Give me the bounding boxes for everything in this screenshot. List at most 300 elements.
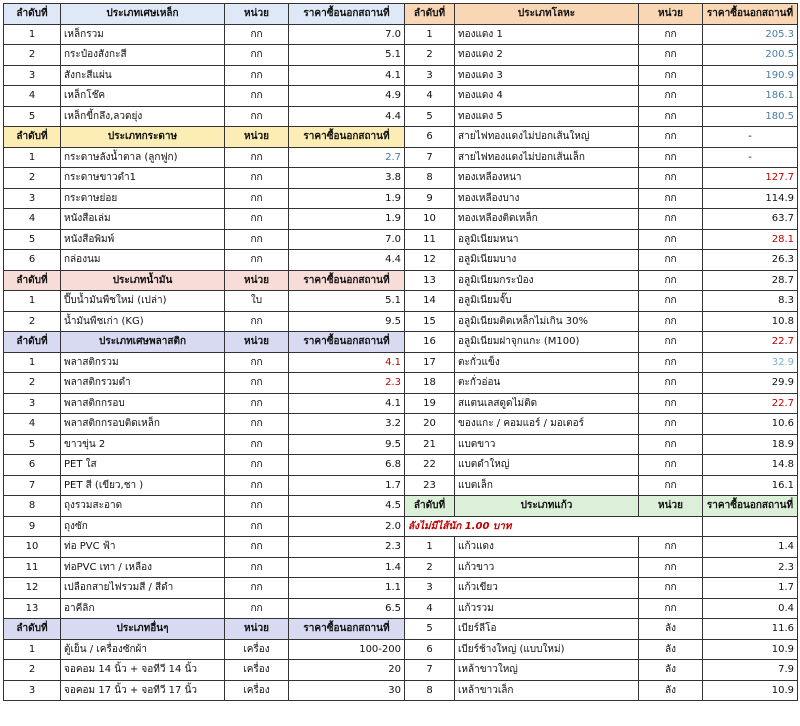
item-name: แก้วแดง (455, 537, 639, 558)
item-name: ท่อPVC เทา / เหลือง (61, 557, 225, 578)
unit: กก (225, 106, 289, 127)
row-number: 4 (405, 598, 455, 619)
row-number: 1 (4, 352, 61, 373)
table-row (4, 250, 798, 271)
row-number: 8 (405, 168, 455, 189)
unit: กก (639, 414, 703, 435)
row-number: 6 (405, 127, 455, 148)
price: 11.6 (703, 619, 798, 640)
unit: กก (639, 373, 703, 394)
table-row (4, 65, 798, 86)
price: 127.7 (703, 168, 798, 189)
row-number: 15 (405, 311, 455, 332)
price: 1.4 (289, 557, 405, 578)
table-row (4, 578, 798, 599)
unit: กก (639, 106, 703, 127)
price: 5.1 (289, 45, 405, 66)
unit: กก (639, 578, 703, 599)
header-no: ลำดับที่ (4, 4, 61, 25)
item-name: ตะกั่วแข็ง (455, 352, 639, 373)
row-number: 7 (405, 660, 455, 681)
row-number: 8 (405, 680, 455, 701)
price: 10.9 (703, 639, 798, 660)
row-number: 1 (4, 24, 61, 45)
unit: กก (639, 24, 703, 45)
table-row (4, 188, 798, 209)
price: 4.1 (289, 352, 405, 373)
price-table-body (4, 4, 798, 701)
unit: กก (225, 147, 289, 168)
price: 28.1 (703, 229, 798, 250)
row-number: 12 (405, 250, 455, 271)
table-row (4, 680, 798, 701)
unit: กก (225, 188, 289, 209)
price: 7.0 (289, 229, 405, 250)
table-row (4, 332, 798, 353)
section-title-other: ประเภทอื่นๆ (61, 619, 225, 640)
section-title-plastic: ประเภทเศษพลาสติก (61, 332, 225, 353)
table-row (4, 291, 798, 312)
price: 18.9 (703, 434, 798, 455)
header-unit: หน่วย (639, 496, 703, 517)
item-name: แบตขาว (455, 434, 639, 455)
price: 8.3 (703, 291, 798, 312)
unit: กก (639, 147, 703, 168)
item-name: กระดาษลังน้ำตาล (ลูกฟูก) (61, 147, 225, 168)
table-row (4, 516, 798, 537)
row-number: 2 (4, 660, 61, 681)
item-name: ทองแดง 4 (455, 86, 639, 107)
price: 200.5 (703, 45, 798, 66)
table-row (4, 393, 798, 414)
item-name: อลูมิเนียมจั๊บ (455, 291, 639, 312)
row-number: 13 (4, 598, 61, 619)
row-number: 10 (405, 209, 455, 230)
price: 4.1 (289, 393, 405, 414)
table-row (4, 270, 798, 291)
table-row (4, 352, 798, 373)
unit: กก (639, 291, 703, 312)
unit: กก (225, 352, 289, 373)
unit: กก (639, 188, 703, 209)
unit: กก (639, 127, 703, 148)
unit: กก (225, 86, 289, 107)
glass-note: ลังไม่มีไส้นัก 1.00 บาท (405, 516, 703, 537)
unit: กก (225, 455, 289, 476)
unit: กก (639, 270, 703, 291)
unit: ลัง (639, 680, 703, 701)
price: 22.7 (703, 332, 798, 353)
unit: กก (639, 557, 703, 578)
table-row (4, 168, 798, 189)
header-no: ลำดับที่ (405, 496, 455, 517)
item-name: PET สี (เขียว,ชา ) (61, 475, 225, 496)
header-price: ราคาซื้อนอกสถานที่ (289, 270, 405, 291)
item-name: ทองเหลืองบาง (455, 188, 639, 209)
table-row (4, 311, 798, 332)
unit: กก (225, 537, 289, 558)
price: 10.8 (703, 311, 798, 332)
section-title-copper: ประเภทโลหะ (455, 4, 639, 25)
unit: กก (639, 434, 703, 455)
price: 2.3 (703, 557, 798, 578)
unit: กก (225, 434, 289, 455)
empty-cell (703, 516, 798, 537)
item-name: พลาสติกรวมดำ (61, 373, 225, 394)
price: 28.7 (703, 270, 798, 291)
unit: ใบ (225, 291, 289, 312)
unit: เครื่อง (225, 680, 289, 701)
unit: กก (225, 373, 289, 394)
item-name: จอคอม 14 นิ้ว + จอทีวี 14 นิ้ว (61, 660, 225, 681)
price: 1.1 (289, 578, 405, 599)
row-number: 4 (4, 209, 61, 230)
header-price: ราคาซื้อนอกสถานที่ (289, 619, 405, 640)
table-row (4, 455, 798, 476)
header-price: ราคาซื้อนอกสถานที่ (703, 4, 798, 25)
unit: กก (639, 65, 703, 86)
table-row (4, 106, 798, 127)
unit: กก (225, 393, 289, 414)
item-name: เบียร์ลีโอ (455, 619, 639, 640)
row-number: 23 (405, 475, 455, 496)
price: 9.5 (289, 311, 405, 332)
item-name: ท่อ PVC ฟ้า (61, 537, 225, 558)
table-row (4, 147, 798, 168)
unit: เครื่อง (225, 660, 289, 681)
row-number: 3 (4, 680, 61, 701)
price: 1.9 (289, 209, 405, 230)
item-name: ทองแดง 2 (455, 45, 639, 66)
item-name: ทองแดง 3 (455, 65, 639, 86)
row-number: 9 (4, 516, 61, 537)
table-row (4, 537, 798, 558)
item-name: อลูมิเนียมกระป๋อง (455, 270, 639, 291)
item-name: ตู้เย็น / เครื่องซักผ้า (61, 639, 225, 660)
item-name: อลูมิเนียมฝาจุกแกะ (M100) (455, 332, 639, 353)
price: - (703, 147, 798, 168)
price: 3.8 (289, 168, 405, 189)
item-name: อาคีลิก (61, 598, 225, 619)
row-number: 16 (405, 332, 455, 353)
row-number: 9 (405, 188, 455, 209)
item-name: พลาสติกรวม (61, 352, 225, 373)
item-name: กระป๋องสังกะสี (61, 45, 225, 66)
price: 7.0 (289, 24, 405, 45)
row-number: 12 (4, 578, 61, 599)
row-number: 11 (4, 557, 61, 578)
row-number: 5 (4, 106, 61, 127)
unit: กก (225, 229, 289, 250)
row-number: 3 (4, 188, 61, 209)
unit: กก (639, 229, 703, 250)
table-row (4, 496, 798, 517)
row-number: 4 (405, 86, 455, 107)
item-name: แบตเล็ก (455, 475, 639, 496)
table-row (4, 4, 798, 25)
item-name: PET ใส (61, 455, 225, 476)
unit: กก (639, 393, 703, 414)
item-name: แก้วรวม (455, 598, 639, 619)
price: 180.5 (703, 106, 798, 127)
item-name: หนังสือพิมพ์ (61, 229, 225, 250)
price: 1.7 (289, 475, 405, 496)
price: 9.5 (289, 434, 405, 455)
item-name: เหล้าขาวใหญ่ (455, 660, 639, 681)
price: 7.9 (703, 660, 798, 681)
row-number: 4 (4, 86, 61, 107)
row-number: 1 (4, 291, 61, 312)
item-name: หนังสือเล่ม (61, 209, 225, 230)
price: 2.3 (289, 373, 405, 394)
price: - (703, 127, 798, 148)
row-number: 14 (405, 291, 455, 312)
row-number: 5 (405, 106, 455, 127)
table-row (4, 598, 798, 619)
unit: ลัง (639, 639, 703, 660)
price: 26.3 (703, 250, 798, 271)
item-name: เหล็กรวม (61, 24, 225, 45)
unit: กก (639, 168, 703, 189)
price: 2.0 (289, 516, 405, 537)
item-name: สายไฟทองแดงไม่ปอกเส้นเล็ก (455, 147, 639, 168)
unit: กก (639, 475, 703, 496)
price: 63.7 (703, 209, 798, 230)
row-number: 2 (4, 45, 61, 66)
row-number: 1 (405, 537, 455, 558)
item-name: กระดาษขาวดำ1 (61, 168, 225, 189)
unit: กก (639, 455, 703, 476)
row-number: 18 (405, 373, 455, 394)
unit: กก (225, 475, 289, 496)
row-number: 2 (4, 168, 61, 189)
item-name: จอคอม 17 นิ้ว + จอทีวี 17 นิ้ว (61, 680, 225, 701)
item-name: แบตดำใหญ่ (455, 455, 639, 476)
unit: กก (225, 24, 289, 45)
price: 1.7 (703, 578, 798, 599)
row-number: 5 (405, 619, 455, 640)
header-price: ราคาซื้อนอกสถานที่ (289, 4, 405, 25)
row-number: 7 (4, 475, 61, 496)
item-name: ถุงซัก (61, 516, 225, 537)
item-name: พลาสติกกรอบ (61, 393, 225, 414)
header-no: ลำดับที่ (405, 4, 455, 25)
price: 205.3 (703, 24, 798, 45)
row-number: 7 (405, 147, 455, 168)
row-number: 3 (4, 393, 61, 414)
price: 29.9 (703, 373, 798, 394)
price: 6.8 (289, 455, 405, 476)
price: 4.5 (289, 496, 405, 517)
item-name: สังกะสีแผ่น (61, 65, 225, 86)
item-name: น้ำมันพืชเก่า (KG) (61, 311, 225, 332)
unit: ลัง (639, 619, 703, 640)
row-number: 21 (405, 434, 455, 455)
header-price: ราคาซื้อนอกสถานที่ (703, 496, 798, 517)
row-number: 17 (405, 352, 455, 373)
row-number: 2 (4, 311, 61, 332)
price: 6.5 (289, 598, 405, 619)
row-number: 10 (4, 537, 61, 558)
item-name: กระดาษย่อย (61, 188, 225, 209)
section-title-paper: ประเภทกระดาษ (61, 127, 225, 148)
unit: กก (639, 209, 703, 230)
header-price: ราคาซื้อนอกสถานที่ (289, 127, 405, 148)
price: 100-200 (289, 639, 405, 660)
row-number: 6 (4, 250, 61, 271)
price: 22.7 (703, 393, 798, 414)
unit: กก (639, 352, 703, 373)
header-price: ราคาซื้อนอกสถานที่ (289, 332, 405, 353)
price: 10.6 (703, 414, 798, 435)
table-row (4, 414, 798, 435)
table-row (4, 475, 798, 496)
section-title-glass: ประเภทแก้ว (455, 496, 639, 517)
unit: กก (225, 65, 289, 86)
unit: กก (225, 311, 289, 332)
item-name: สายไฟทองแดงไม่ปอกเส้นใหญ่ (455, 127, 639, 148)
item-name: ทองเหลืองติดเหล็ก (455, 209, 639, 230)
item-name: เปลือกสายไฟรวมสี / สีดำ (61, 578, 225, 599)
unit: กก (225, 516, 289, 537)
row-number: 3 (4, 65, 61, 86)
row-number: 3 (405, 65, 455, 86)
unit: กก (639, 537, 703, 558)
table-row (4, 86, 798, 107)
row-number: 20 (405, 414, 455, 435)
header-no: ลำดับที่ (4, 619, 61, 640)
price: 114.9 (703, 188, 798, 209)
price: 4.1 (289, 65, 405, 86)
item-name: แก้วขาว (455, 557, 639, 578)
price-table (3, 3, 798, 701)
item-name: เหล็กโช๊ค (61, 86, 225, 107)
row-number: 19 (405, 393, 455, 414)
header-unit: หน่วย (225, 4, 289, 25)
item-name: อลูมิเนียมบาง (455, 250, 639, 271)
unit: กก (225, 45, 289, 66)
price: 0.4 (703, 598, 798, 619)
price: 4.9 (289, 86, 405, 107)
unit: กก (225, 598, 289, 619)
price: 10.9 (703, 680, 798, 701)
unit: กก (225, 209, 289, 230)
item-name: ถุงรวมสะอาด (61, 496, 225, 517)
unit: กก (639, 311, 703, 332)
price: 16.1 (703, 475, 798, 496)
row-number: 6 (4, 455, 61, 476)
table-row (4, 619, 798, 640)
item-name: ตะกั่วอ่อน (455, 373, 639, 394)
unit: กก (639, 332, 703, 353)
price: 2.7 (289, 147, 405, 168)
table-row (4, 209, 798, 230)
table-row (4, 373, 798, 394)
header-no: ลำดับที่ (4, 332, 61, 353)
item-name: เบียร์ช้างใหญ่ (แบบใหม่) (455, 639, 639, 660)
table-row (4, 24, 798, 45)
table-row (4, 434, 798, 455)
section-title-steel: ประเภทเศษเหล็ก (61, 4, 225, 25)
header-unit: หน่วย (225, 619, 289, 640)
header-no: ลำดับที่ (4, 127, 61, 148)
unit: ลัง (639, 660, 703, 681)
unit: กก (225, 414, 289, 435)
item-name: ขาวขุ่น 2 (61, 434, 225, 455)
item-name: สแตนเลสดูดไม่ติด (455, 393, 639, 414)
row-number: 8 (4, 496, 61, 517)
price: 1.9 (289, 188, 405, 209)
item-name: ของแกะ / คอมแอร์ / มอเตอร์ (455, 414, 639, 435)
unit: กก (639, 598, 703, 619)
unit: กก (225, 496, 289, 517)
price: 30 (289, 680, 405, 701)
unit: กก (225, 168, 289, 189)
item-name: อลูมิเนียมติดเหล็กไม่เกิน 30% (455, 311, 639, 332)
price: 14.8 (703, 455, 798, 476)
table-row (4, 639, 798, 660)
row-number: 1 (405, 24, 455, 45)
row-number: 6 (405, 639, 455, 660)
price: 2.3 (289, 537, 405, 558)
price-sheet (3, 3, 797, 701)
table-row (4, 127, 798, 148)
section-title-oil: ประเภทน้ำมัน (61, 270, 225, 291)
price: 5.1 (289, 291, 405, 312)
price: 20 (289, 660, 405, 681)
header-no: ลำดับที่ (4, 270, 61, 291)
item-name: เหล้าขาวเล็ก (455, 680, 639, 701)
price: 186.1 (703, 86, 798, 107)
item-name: ปี๊บน้ำมันพืชใหม่ (เปล่า) (61, 291, 225, 312)
price: 4.4 (289, 106, 405, 127)
table-row (4, 557, 798, 578)
price: 190.9 (703, 65, 798, 86)
unit: กก (639, 45, 703, 66)
table-row (4, 45, 798, 66)
unit: กก (225, 578, 289, 599)
row-number: 2 (405, 557, 455, 578)
item-name: เหล็กขี้กลึง,ลวดยุ่ง (61, 106, 225, 127)
row-number: 13 (405, 270, 455, 291)
price: 1.4 (703, 537, 798, 558)
unit: เครื่อง (225, 639, 289, 660)
row-number: 5 (4, 229, 61, 250)
price: 4.4 (289, 250, 405, 271)
row-number: 3 (405, 578, 455, 599)
row-number: 2 (405, 45, 455, 66)
item-name: ทองเหลืองหนา (455, 168, 639, 189)
header-unit: หน่วย (225, 332, 289, 353)
item-name: ทองแดง 5 (455, 106, 639, 127)
item-name: ทองแดง 1 (455, 24, 639, 45)
price: 32.9 (703, 352, 798, 373)
unit: กก (639, 86, 703, 107)
unit: กก (225, 250, 289, 271)
header-unit: หน่วย (225, 127, 289, 148)
row-number: 11 (405, 229, 455, 250)
item-name: กล่องนม (61, 250, 225, 271)
item-name: อลูมิเนียมหนา (455, 229, 639, 250)
header-unit: หน่วย (639, 4, 703, 25)
unit: กก (225, 557, 289, 578)
item-name: แก้วเขียว (455, 578, 639, 599)
row-number: 1 (4, 147, 61, 168)
row-number: 2 (4, 373, 61, 394)
table-row (4, 660, 798, 681)
header-unit: หน่วย (225, 270, 289, 291)
item-name: พลาสติกกรอบติดเหล็ก (61, 414, 225, 435)
